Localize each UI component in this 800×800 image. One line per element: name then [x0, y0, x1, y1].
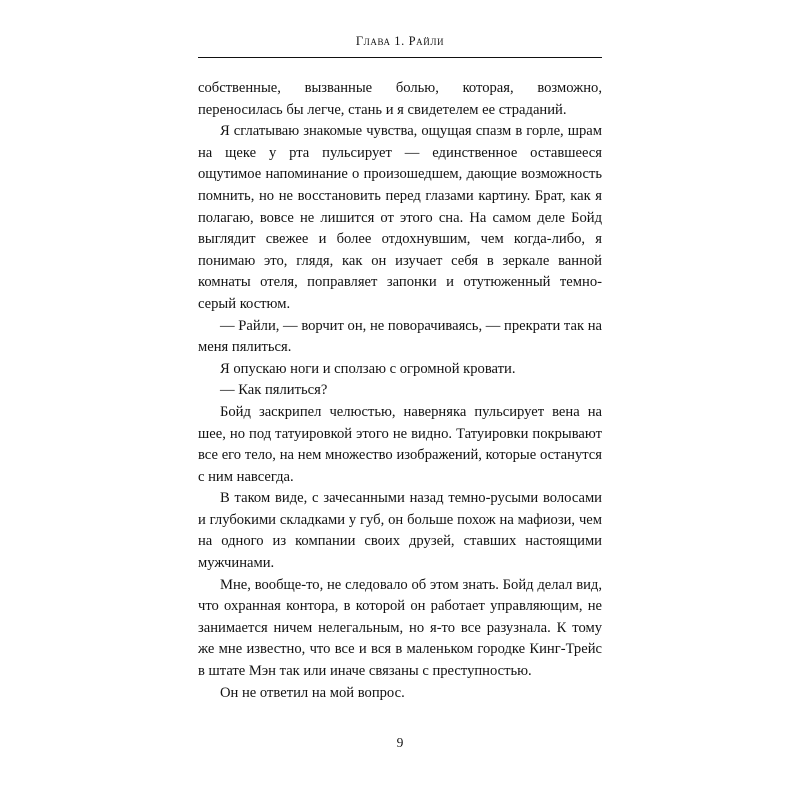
page-number: 9: [396, 735, 404, 750]
header-divider: [198, 57, 602, 58]
paragraph: — Как пялиться?: [220, 382, 328, 399]
page-content-column: [198, 34, 602, 704]
paragraph: Мне, вообще-то, не следовало об этом знать. Бойд делал вид, что охранная контора, в которой он работает управляющим, не занимается ничем нелегальным, но я-то все разузнала. К тому же мне известно, что все и вся в маленьком городке Кинг-Трейс в штате Мэн так или иначе связаны с преступностью.: [198, 576, 602, 680]
paragraph: Я опускаю ноги и сползаю с огромной кровати.: [220, 360, 516, 377]
paragraph: В таком виде, с зачесанными назад темно-русыми волосами и глубокими складками у губ, он больше похож на мафиози, чем на одного из компании своих друзей, ставших настоящими мужчинами.: [198, 490, 602, 572]
paragraph: Он не ответил на мой вопрос.: [220, 684, 405, 701]
paragraph: Бойд заскрипел челюстью, наверняка пульсирует вена на шее, но под татуировкой этого не видно. Татуировки покрывают все его тело, на нем множество изображений, которые останутся с ним навсегда.: [198, 403, 602, 485]
body-text: [198, 78, 602, 704]
paragraph: собственные, вызванные болью, которая, возможно, переносилась бы легче, стань и я свидетелем ее страданий.: [198, 80, 602, 118]
running-head: Глава 1. Райли: [355, 34, 445, 48]
paragraph: Я сглатываю знакомые чувства, ощущая спазм в горле, шрам на щеке у рта пульсирует — единственное оставшееся ощутимое напоминание о произошедшем, дающие возможность помнить, но не восстановить перед глазами картину. Брат, как я полагаю, вовсе не лишится от этого сна. На самом деле Бойд выглядит свежее и более отдохнувшим, чем когда-либо, я понимаю это, глядя, как он изучает себя в зеркале ванной комнаты отеля, поправляет запонки и отутюженный темно-серый костюм.: [198, 123, 602, 312]
paragraph: — Райли, — ворчит он, не поворачиваясь, — прекрати так на меня пялиться.: [198, 317, 602, 356]
